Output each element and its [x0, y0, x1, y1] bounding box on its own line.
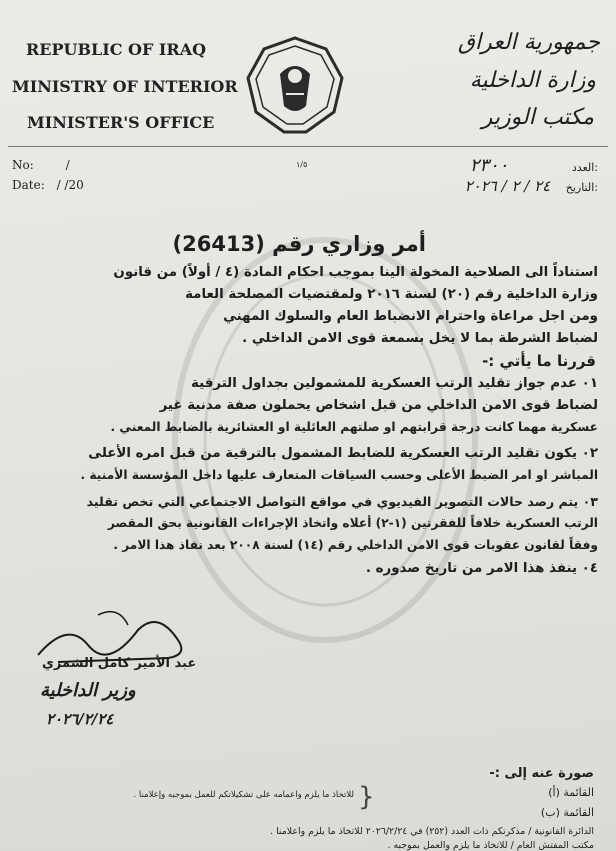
date-field-en: [12, 178, 84, 192]
number-value-ar: ٢٣٠٠: [469, 155, 509, 176]
header-en-line2: MINISTRY OF INTERIOR: [12, 77, 238, 96]
header-divider: [8, 146, 608, 147]
number-field-en: [12, 158, 70, 172]
copies-note: للاتخاذ ما يلزم واعمامه على تشكيلاتكم للعمل بموجبه وإعلامنا .: [133, 790, 354, 800]
intro-line: استناداً الى الصلاحية المخولة الينا بموجب احكام المادة (٤ / أولاً) من قانون: [113, 265, 598, 280]
copies-office: مكتب المفتش العام / للاتخاذ ما يلزم والعمل بموجبه .: [387, 840, 594, 851]
header-ar-line3: مكتب الوزير: [481, 105, 594, 130]
copies-list-a: القائمة (أ): [548, 786, 594, 799]
number-value-en: /: [65, 158, 70, 172]
date-value-ar: ٢٤ / ٢ / ٢٠٢٦: [464, 177, 551, 195]
item-line: المباشر او امر الضبط الأعلى وحسب السياقات المتعارف عليها داخل المؤسسة الأمنية .: [80, 468, 598, 482]
item-line: عسكرية مهما كانت درجة قرابتهم او صلتهم العائلية او العشائرية بالضابط المعني .: [110, 420, 598, 434]
header-en-line1: REPUBLIC OF IRAQ: [26, 40, 207, 59]
date-field-ar: [465, 177, 598, 195]
number-label-en: No:: [12, 158, 34, 172]
item-line: الرتب العسكرية خلافاً للفقرتين (١-٢) أعلاه واتخاذ الإجراءات القانونية بحق المقصر: [107, 516, 598, 530]
item-line: ٠٤ ينفذ هذا الامر من تاريخ صدوره .: [365, 561, 598, 576]
intro-line: لضباط الشرطة بما لا يخل بسمعة قوى الامن الداخلي .: [242, 331, 598, 346]
order-title: أمر وزاري رقم (26413): [172, 232, 426, 256]
date-label-en: Date:: [12, 178, 45, 192]
item-line: ٠٢ يكون تقليد الرتب العسكرية للضابط المشمول بالترقية من قبل امره الأعلى: [88, 446, 598, 461]
small-mark: ١/٥: [296, 160, 308, 169]
header-ar-line2: وزارة الداخلية: [469, 68, 596, 93]
item-line: ٠٣ يتم رصد حالات التصوير الفيديوي في مواقع التواصل الاجتماعي التي تخص تقليد: [86, 494, 598, 509]
header-en-line3: MINISTER'S OFFICE: [27, 113, 215, 132]
decided-heading: قررنا ما يأتي :-: [482, 352, 596, 370]
date-value-en: / /20: [56, 178, 84, 192]
signatory-name: عبد الأمير كامل الشمري: [42, 656, 197, 671]
number-field-ar: [470, 155, 598, 176]
copies-legal: الدائرة القانونية / مذكرتكم ذات العدد (٢٥٢) في ٢٠٢٦/٢/٢٤ للاتخاذ ما يلزم واعلامنا .: [270, 826, 594, 837]
copies-heading: صورة عنه إلى :-: [489, 766, 594, 781]
item-line: وفقاً لقانون عقوبات قوى الامن الداخلي رقم (١٤) لسنة ٢٠٠٨ بعد نفاذ هذا الامر .: [113, 538, 598, 552]
copies-list-b: القائمة (ب): [540, 806, 594, 819]
header-ar-line1: جمهورية العراق: [457, 30, 600, 55]
date-label-ar: :التاريخ: [565, 181, 598, 194]
item-line: لضباط قوى الامن الداخلي من قبل اشخاص يحملون صفة مدنية غير: [159, 398, 598, 413]
ministry-seal-logo: [246, 36, 344, 134]
item-line: ٠١ عدم جواز تقليد الرتب العسكرية للمشمولين بجداول الترقية: [191, 376, 598, 391]
intro-line: وزارة الداخلية رقم (٢٠) لسنة ٢٠١٦ ولمقتضيات المصلحة العامة: [185, 287, 598, 302]
signature-date: ٢٠٢٦/٢/٢٤: [46, 710, 114, 728]
signatory-title: وزير الداخلية: [40, 680, 136, 701]
brace-symbol: }: [358, 782, 375, 812]
intro-line: ومن اجل مراعاة واحترام الانضباط العام والسلوك المهني: [223, 309, 598, 324]
number-label-ar: :العدد: [571, 161, 598, 174]
